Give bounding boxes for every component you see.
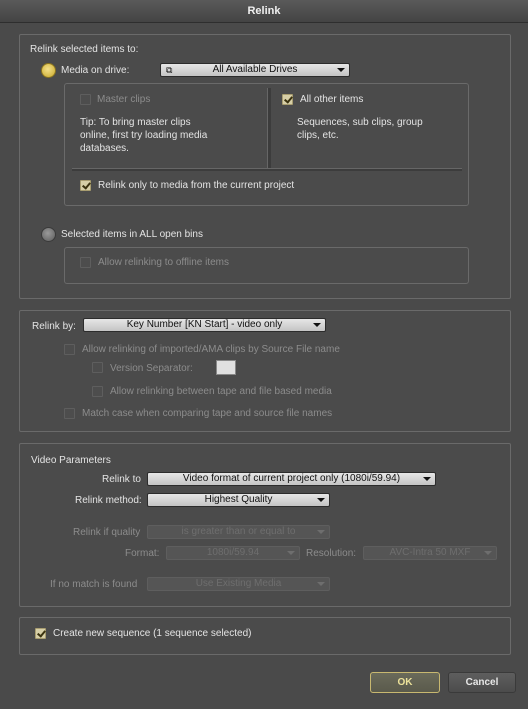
current-project-checkbox[interactable] — [80, 180, 91, 191]
relink-to-dropdown[interactable] — [147, 472, 436, 486]
allow-tape-file-label: Allow relinking between tape and file based media — [110, 386, 332, 397]
chevron-down-icon — [337, 68, 345, 72]
clip-types-divider — [267, 88, 271, 168]
selected-items-radio[interactable] — [41, 227, 56, 242]
format-value: 1080i/59.94 — [206, 547, 260, 558]
resolution-dropdown[interactable] — [363, 546, 497, 560]
version-separator-field[interactable] — [216, 360, 236, 375]
other-desc-line2: clips, etc. — [297, 130, 339, 141]
relink-quality-dropdown[interactable] — [147, 525, 330, 539]
drive-dropdown[interactable] — [160, 63, 350, 77]
no-match-value: Use Existing Media — [195, 578, 282, 589]
relink-quality-label: Relink if quality — [73, 527, 141, 538]
relink-to-value: Video format of current project only (1080i/59.94) — [182, 473, 401, 484]
master-tip-line3: databases. — [80, 143, 129, 154]
master-tip-line1: Tip: To bring master clips — [80, 117, 191, 128]
current-project-label[interactable]: Relink only to media from the current project — [98, 180, 295, 191]
ok-button[interactable]: OK — [370, 672, 440, 693]
dialog-title-bar — [0, 0, 528, 23]
allow-tape-file-checkbox[interactable] — [92, 386, 103, 397]
relink-method-value: Highest Quality — [204, 494, 273, 505]
master-clips-label: Master clips — [97, 94, 151, 105]
create-sequence-checkbox[interactable] — [35, 628, 46, 639]
match-case-label: Match case when comparing tape and source file names — [82, 408, 333, 419]
relink-method-dropdown[interactable] — [147, 493, 330, 507]
master-clips-checkbox[interactable] — [80, 94, 91, 105]
cancel-button[interactable]: Cancel — [448, 672, 516, 693]
chevron-down-icon — [484, 551, 492, 555]
all-other-items-checkbox[interactable] — [282, 94, 293, 105]
version-separator-label: Version Separator: — [110, 363, 193, 374]
chevron-down-icon — [423, 477, 431, 481]
drive-dropdown-value: All Available Drives — [212, 64, 298, 75]
resolution-label: Resolution: — [306, 548, 357, 559]
no-match-label: If no match is found — [50, 579, 138, 590]
relink-by-label: Relink by: — [32, 321, 76, 332]
master-tip-line2: online, first try loading media — [80, 130, 208, 141]
video-params-heading: Video Parameters — [31, 455, 111, 466]
create-sequence-label[interactable]: Create new sequence (1 sequence selected) — [53, 628, 252, 639]
drive-icon: ⧉ — [166, 65, 173, 75]
allow-offline-checkbox[interactable] — [80, 257, 91, 268]
relink-by-dropdown[interactable] — [83, 318, 326, 332]
relink-selected-heading: Relink selected items to: — [30, 44, 139, 55]
chevron-down-icon — [317, 530, 325, 534]
chevron-down-icon — [317, 498, 325, 502]
match-case-checkbox[interactable] — [64, 408, 75, 419]
media-on-drive-radio[interactable] — [41, 63, 56, 78]
media-on-drive-label[interactable]: Media on drive: — [61, 65, 130, 76]
version-separator-checkbox[interactable] — [92, 362, 103, 373]
all-other-items-label[interactable]: All other items — [300, 94, 364, 105]
allow-imported-label: Allow relinking of imported/AMA clips by Source File name — [82, 344, 340, 355]
allow-offline-label: Allow relinking to offline items — [98, 257, 229, 268]
allow-imported-checkbox[interactable] — [64, 344, 75, 355]
format-label: Format: — [125, 548, 160, 559]
relink-by-dropdown-value: Key Number [KN Start] - video only — [126, 319, 283, 330]
relink-quality-value: is greater than or equal to — [181, 526, 296, 537]
selected-items-label[interactable]: Selected items in ALL open bins — [61, 229, 203, 240]
no-match-dropdown[interactable] — [147, 577, 330, 591]
other-desc-line1: Sequences, sub clips, group — [297, 117, 423, 128]
relink-to-label: Relink to — [102, 474, 141, 485]
chevron-down-icon — [317, 582, 325, 586]
chevron-down-icon — [287, 551, 295, 555]
format-dropdown[interactable] — [166, 546, 300, 560]
dialog-title: Relink — [247, 5, 281, 17]
chevron-down-icon — [313, 323, 321, 327]
resolution-value: AVC-Intra 50 MXF — [389, 547, 471, 558]
relink-method-label: Relink method: — [75, 495, 142, 506]
clip-types-hdivider — [72, 168, 462, 171]
